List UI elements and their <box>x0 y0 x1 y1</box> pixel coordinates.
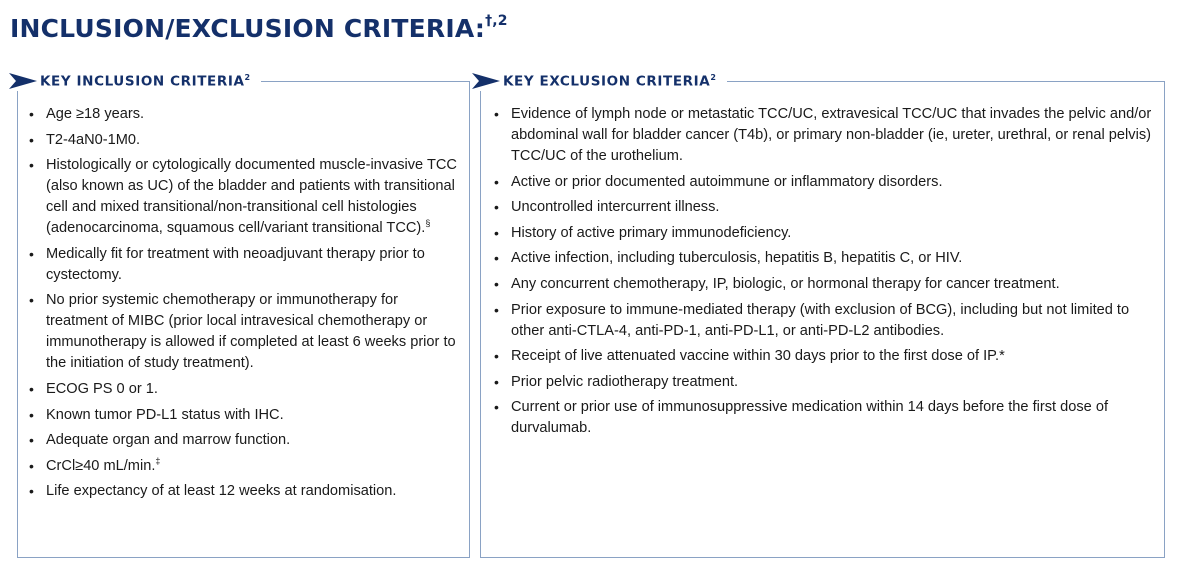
exclusion-criterion-item-text: Receipt of live attenuated vaccine within 30 days prior to the first dose of IP.* <box>511 348 1005 365</box>
footnote-ref: ‡ <box>155 455 161 466</box>
bullet-icon: • <box>29 432 34 449</box>
inclusion-criterion-item <box>28 405 461 426</box>
inclusion-criterion-item-text: Age ≥18 years. <box>46 106 145 122</box>
page-title: INCLUSION/EXCLUSION CRITERIA:$^{\dagger,2}$ <box>10 12 508 43</box>
inclusion-criterion-item <box>28 104 461 125</box>
exclusion-criterion-item <box>493 300 1154 342</box>
exclusion-criterion-item-text: Uncontrolled intercurrent illness. <box>511 199 720 216</box>
exclusion-criterion-item-text: Any concurrent chemotherapy, IP, biologic, or hormonal therapy for cancer treatment. <box>511 275 1060 292</box>
inclusion-criterion-item-text: Histologically or cytologically documented muscle-invasive TCC (also known as UC) of the bladder and patients with transitional cell and mixed transitional/non-transitional cell histologies (adenocarcinoma, squamous cell/variant transitional TCC). <box>46 157 457 237</box>
inclusion-criterion-item <box>28 456 461 477</box>
inclusion-criterion-item <box>28 430 461 451</box>
exclusion-heading: KEY EXCLUSION CRITERIA$^2$ <box>503 72 717 90</box>
inclusion-criterion-item-text: No prior systemic chemotherapy or immunotherapy for treatment of MIBC (prior local intravesical chemotherapy or immunotherapy is allowed if completed at least 6 weeks prior to the initiation of study treatment). <box>46 292 456 372</box>
exclusion-criterion-item-text: Prior exposure to immune-mediated therapy (with exclusion of BCG), including but not limited to other anti-CTLA-4, anti-PD-1, anti-PD-L1, or anti-PD-L2 antibodies. <box>511 301 1130 339</box>
bullet-icon: • <box>29 483 34 500</box>
exclusion-criterion-item <box>493 248 1154 269</box>
inclusion-criterion-item <box>28 290 461 374</box>
arrow-icon <box>8 71 38 91</box>
bullet-icon: • <box>29 131 34 148</box>
exclusion-criterion-item-text: Active or prior documented autoimmune or inflammatory disorders. <box>511 173 943 190</box>
exclusion-criterion-item-text: Evidence of lymph node or metastatic TCC/UC, extravesical TCC/UC that invades the pelvic and/or abdominal wall for bladder cancer (T4b), or primary non-bladder (ie, ureter, urethral, or renal pelvis) TCC/UC of the urothelium. <box>511 106 1152 164</box>
inclusion-criterion-item <box>28 379 461 400</box>
bullet-icon: • <box>29 292 34 309</box>
exclusion-criterion-item <box>493 197 1154 218</box>
inclusion-criterion-item <box>28 155 461 239</box>
bullet-icon: • <box>29 245 34 262</box>
page-title-footnote-ref: †,2 <box>485 12 508 29</box>
bullet-icon: • <box>29 406 34 423</box>
exclusion-criterion-item <box>493 172 1154 193</box>
exclusion-criterion-item <box>493 274 1154 295</box>
inclusion-criterion-item <box>28 130 461 151</box>
exclusion-criterion-item-text: History of active primary immunodeficiency. <box>511 224 792 241</box>
inclusion-criterion-item-text: T2-4aN0-1M0. <box>46 131 141 148</box>
bullet-icon: • <box>494 224 499 241</box>
exclusion-criterion-item-text: Current or prior use of immunosuppressive medication within 14 days before the first dose of durvalumab. <box>511 399 1109 437</box>
inclusion-criterion-item <box>28 244 461 286</box>
bullet-icon: • <box>494 275 499 292</box>
bullet-icon: • <box>494 301 499 318</box>
bullet-icon: • <box>494 373 499 390</box>
exclusion-criterion-item <box>493 223 1154 244</box>
inclusion-criterion-item-text: CrCl≥40 mL/min. <box>46 457 156 474</box>
bullet-icon: • <box>29 380 34 397</box>
exclusion-criterion-item-text: Prior pelvic radiotherapy treatment. <box>511 373 739 390</box>
inclusion-criterion-item-text: Known tumor PD-L1 status with IHC. <box>46 406 284 423</box>
exclusion-criterion-item <box>493 372 1154 393</box>
inclusion-criteria-panel <box>17 81 470 558</box>
bullet-icon: • <box>494 348 499 365</box>
footnote-ref: § <box>425 218 431 229</box>
exclusion-criteria-panel <box>480 81 1165 558</box>
bullet-icon: • <box>494 106 499 122</box>
inclusion-header <box>8 71 261 91</box>
bullet-icon: • <box>29 106 34 122</box>
inclusion-criterion-item-text: Medically fit for treatment with neoadjuvant therapy prior to cystectomy. <box>46 245 425 283</box>
exclusion-criteria-list <box>493 104 1154 444</box>
bullet-icon: • <box>29 157 34 174</box>
exclusion-criterion-item-text: Active infection, including tuberculosis, hepatitis B, hepatitis C, or HIV. <box>511 250 963 267</box>
inclusion-criterion-item-text: ECOG PS 0 or 1. <box>46 380 158 397</box>
bullet-icon: • <box>494 399 499 416</box>
exclusion-criterion-item <box>493 346 1154 367</box>
exclusion-header <box>471 71 727 91</box>
bullet-icon: • <box>29 457 34 474</box>
bullet-icon: • <box>494 250 499 267</box>
bullet-icon: • <box>494 199 499 216</box>
inclusion-heading: KEY INCLUSION CRITERIA$^2$ <box>40 72 251 90</box>
exclusion-criterion-item <box>493 397 1154 439</box>
arrow-icon <box>471 71 501 91</box>
inclusion-criterion-item-text: Adequate organ and marrow function. <box>46 432 291 449</box>
inclusion-criteria-list <box>28 104 461 507</box>
exclusion-criterion-item <box>493 104 1154 167</box>
inclusion-criterion-item-text: Life expectancy of at least 12 weeks at randomisation. <box>46 483 397 500</box>
bullet-icon: • <box>494 173 499 190</box>
inclusion-criterion-item <box>28 481 461 502</box>
